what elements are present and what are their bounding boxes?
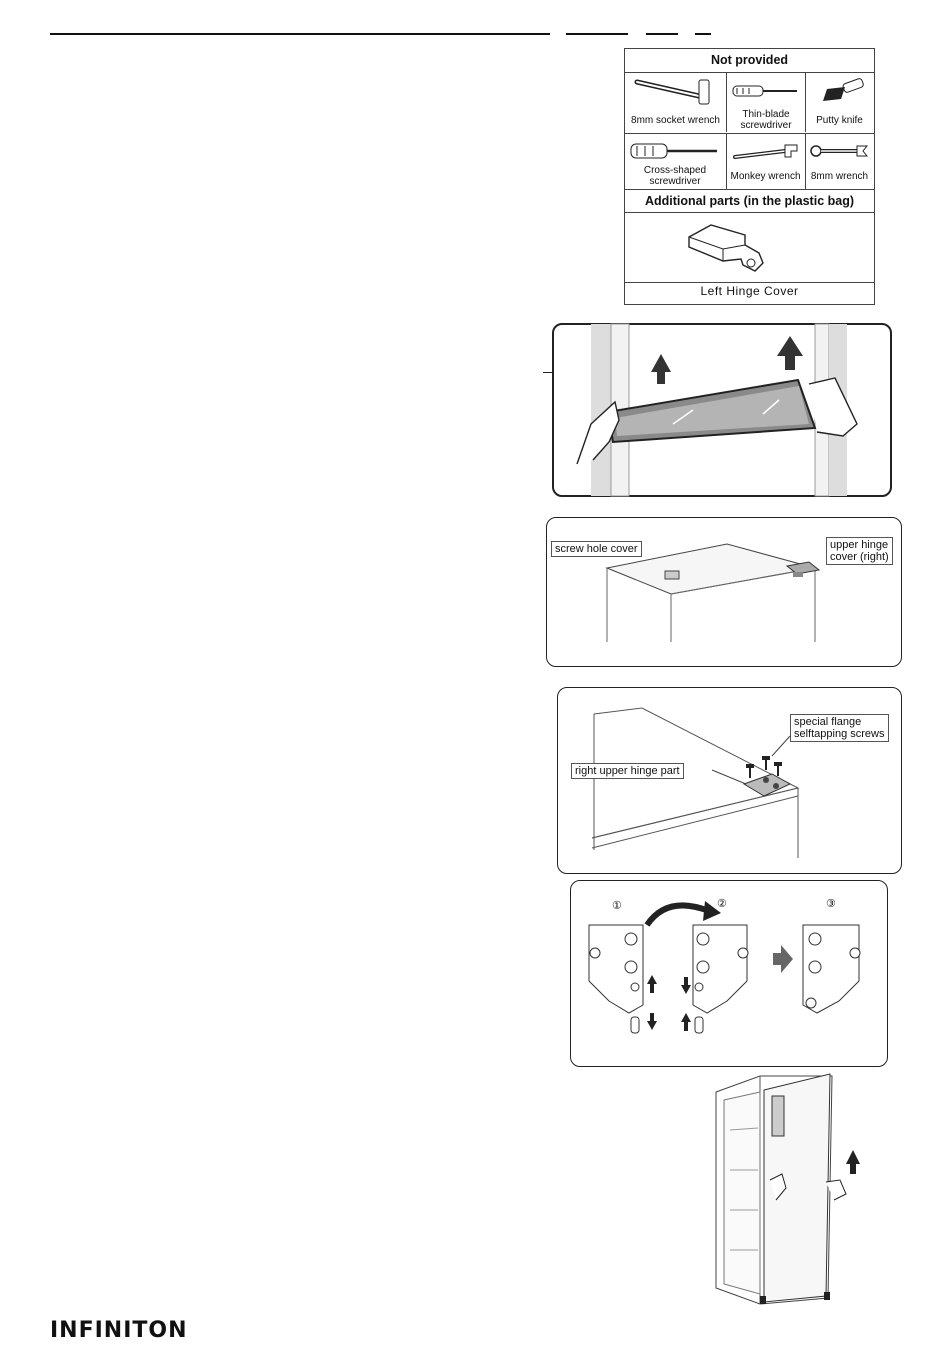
figure-tick-mark bbox=[543, 372, 552, 373]
upper-hinge-cover-line2: cover (right) bbox=[830, 551, 889, 563]
header-rule-short-2 bbox=[646, 33, 678, 35]
freezer-door-illustration bbox=[700, 1070, 870, 1310]
up-arrow-icon bbox=[846, 1150, 860, 1174]
down-arrow-icon bbox=[647, 1013, 657, 1030]
socket-wrench-icon bbox=[633, 76, 719, 106]
step-1-number: ① bbox=[612, 900, 622, 912]
upper-hinge-cover-line1: upper hinge bbox=[830, 539, 889, 551]
door-shelf-illustration bbox=[553, 324, 889, 496]
header-rule-short-1 bbox=[566, 33, 628, 35]
grid-line bbox=[726, 72, 727, 132]
tool-label-8mm-wrench: 8mm wrench bbox=[810, 171, 869, 182]
up-arrow-icon bbox=[681, 1013, 691, 1031]
header-rule-short-3 bbox=[695, 33, 711, 35]
8mm-wrench-icon bbox=[809, 143, 871, 159]
flange-screws-label bbox=[790, 714, 889, 742]
tool-label-thin-blade: Thin-blade screwdriver bbox=[740, 109, 792, 131]
tool-label-socket-wrench: 8mm socket wrench bbox=[631, 115, 720, 126]
upper-hinge-cover-label bbox=[826, 537, 893, 565]
tools-table bbox=[624, 48, 875, 305]
screw-icon bbox=[762, 756, 770, 770]
flange-screws-line1: special flange bbox=[794, 716, 862, 728]
right-arrow-icon bbox=[773, 945, 793, 973]
tool-label-monkey-wrench: Monkey wrench bbox=[730, 171, 801, 182]
hinge-steps-illustration bbox=[571, 881, 887, 1065]
cross-screwdriver-icon bbox=[629, 141, 721, 161]
step-2-number: ② bbox=[717, 898, 727, 910]
tool-label-cross-shaped: Cross-shaped screwdriver bbox=[643, 165, 707, 187]
tool-label-putty-knife: Putty knife bbox=[816, 115, 863, 126]
up-arrow-icon bbox=[647, 975, 657, 993]
left-hinge-cover-label: Left Hinge Cover bbox=[700, 284, 799, 298]
screw-icon bbox=[746, 764, 754, 778]
screw-hole-cover-part bbox=[665, 571, 679, 579]
left-hinge-cover-icon bbox=[683, 219, 773, 275]
screw-hole-cover-label: screw hole cover bbox=[551, 541, 642, 557]
up-arrow-icon bbox=[651, 354, 671, 384]
monkey-wrench-icon bbox=[731, 143, 801, 161]
grid-line bbox=[625, 282, 874, 283]
curved-arrow-icon bbox=[647, 901, 721, 925]
brand-logo: INFINITON bbox=[50, 1318, 188, 1343]
additional-parts-header: Additional parts (in the plastic bag) bbox=[625, 190, 874, 213]
step-3-number: ③ bbox=[826, 898, 836, 910]
putty-knife-icon bbox=[817, 79, 867, 105]
up-arrow-icon bbox=[777, 336, 803, 370]
screw-icon bbox=[774, 762, 782, 776]
right-upper-hinge-label: right upper hinge part bbox=[571, 763, 684, 779]
not-provided-header: Not provided bbox=[625, 49, 874, 73]
thin-blade-screwdriver-icon bbox=[731, 83, 801, 99]
flange-screws-line2: selftapping screws bbox=[794, 728, 885, 740]
header-rule-long bbox=[50, 33, 550, 35]
down-arrow-icon bbox=[681, 977, 691, 994]
grid-line bbox=[625, 133, 874, 134]
